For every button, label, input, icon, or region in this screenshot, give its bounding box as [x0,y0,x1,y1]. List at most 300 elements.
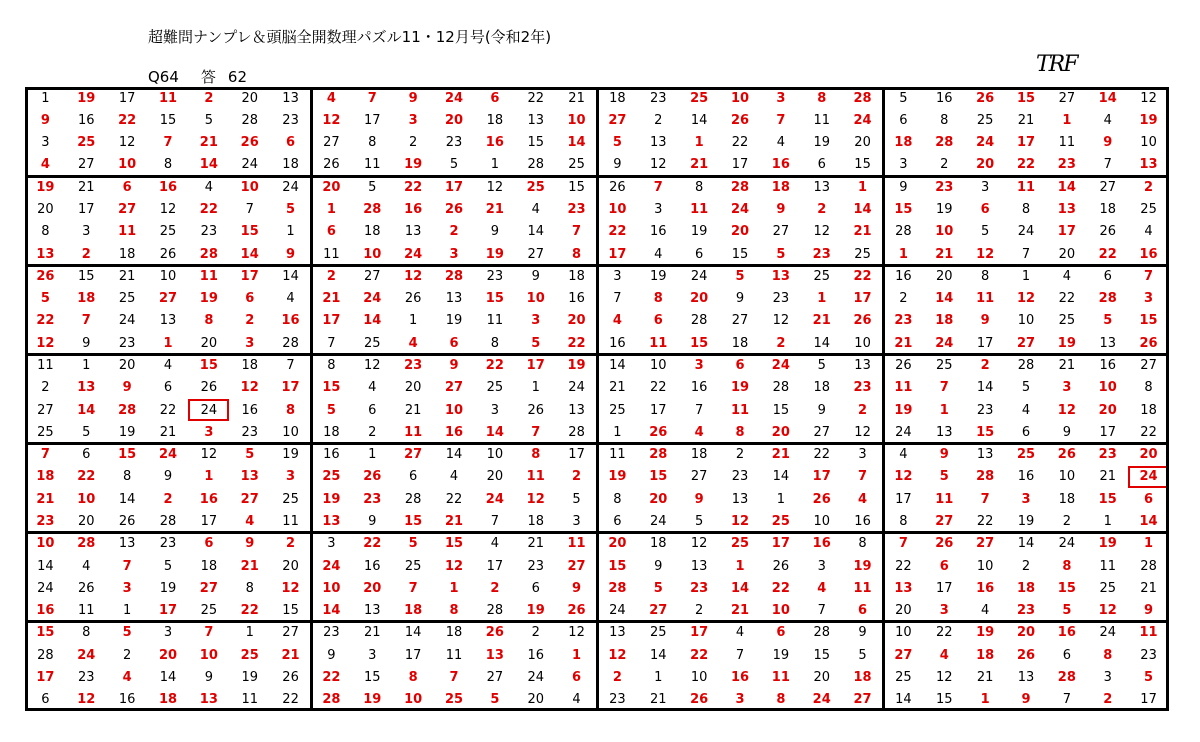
grid-cell: 16 [936,90,953,106]
grid-cell: 15 [322,380,341,396]
grid-cell: 5 [245,447,255,463]
grid-cell: 11 [649,335,668,351]
grid-cell: 17 [200,514,218,530]
grid-cell: 26 [976,90,995,106]
grid-cell: 27 [894,647,913,663]
grid-cell: 17 [486,558,504,574]
grid-cell: 13 [771,268,790,284]
grid-cell: 3 [817,558,826,574]
grid-cell: 14 [976,380,994,396]
grid-cell: 15 [854,157,871,173]
grid-cell: 8 [653,291,663,307]
grid-cell: 20 [730,224,750,240]
grid-cell: 10 [118,157,137,173]
grid-cell: 11 [445,647,463,663]
grid-cell: 26 [812,491,831,507]
grid-cell: 28 [772,380,790,396]
grid-cell: 23 [363,491,382,507]
grid-cell: 26 [404,291,422,307]
grid-cell: 19 [445,313,463,329]
grid-cell: 7 [531,424,541,440]
grid-cell: 12 [240,380,259,396]
grid-cell: 5 [694,514,704,530]
grid-cell: 16 [812,536,831,552]
grid-cell: 25 [690,90,709,106]
grid-cell: 9 [449,358,459,374]
grid-cell: 3 [572,514,581,530]
grid-cell: 24 [37,580,54,596]
grid-cell: 11 [567,536,586,552]
grid-cell: 19 [322,491,341,507]
grid-cell: 19 [567,358,586,374]
grid-cell: 18 [1140,402,1157,418]
grid-cell: 26 [1139,335,1158,351]
grid-cell: 24 [527,670,544,686]
grid-cell: 13 [650,135,667,151]
grid-cell: 4 [122,670,132,686]
grid-cell: 25 [486,380,504,396]
grid-cell: 20 [158,647,178,663]
grid-cell: 15 [118,447,137,463]
grid-cell: 7 [204,625,214,641]
grid-cell: 21 [650,692,667,708]
grid-cell: 6 [41,692,50,708]
grid-cell: 4 [939,647,949,663]
grid-cell: 20 [118,358,136,374]
grid-cell: 4 [490,536,499,552]
grid-cell: 24 [363,291,382,307]
grid-cell: 16 [895,268,912,284]
grid-cell: 25 [854,246,871,262]
grid-cell: 1 [817,291,827,307]
grid-cell: 15 [364,670,381,686]
grid-cell: 24 [935,335,954,351]
grid-cell: 11 [935,491,954,507]
grid-cell: 22 [1058,291,1076,307]
grid-cell: 22 [650,380,667,396]
grid-cell: 11 [282,514,299,530]
grid-cell: 23 [404,358,423,374]
grid-cell: 26 [772,558,790,574]
grid-cell: 5 [653,580,663,596]
grid-cell: 3 [531,313,541,329]
grid-cell: 4 [204,179,213,195]
grid-cell: 3 [776,90,786,106]
grid-cell: 26 [609,179,626,195]
grid-cell: 5 [326,402,336,418]
grid-cell: 25 [730,536,750,552]
grid-cell: 9 [817,402,826,418]
grid-cell: 24 [1099,625,1116,641]
grid-cell: 21 [730,603,750,619]
grid-cell: 24 [188,399,229,421]
grid-cell: 3 [858,447,867,463]
grid-cell: 11 [526,469,545,485]
grid-cell: 2 [204,90,214,106]
grid-cell: 4 [163,358,173,374]
grid-cell: 25 [771,514,790,530]
grid-cell: 20 [649,491,668,507]
grid-cell: 14 [690,112,708,128]
grid-cell: 17 [404,647,422,663]
grid-cell: 13 [690,558,708,574]
grid-cell: 19 [1057,335,1076,351]
answer-label: 答 [200,68,216,86]
grid-cell: 24 [77,647,96,663]
grid-cell: 20 [444,112,464,128]
grid-cell: 12 [813,224,830,240]
grid-cell: 19 [485,246,504,262]
grid-cell: 12 [568,625,585,641]
grid-cell: 17 [78,202,95,218]
grid-cell: 20 [690,291,709,307]
grid-cell: 25 [813,268,830,284]
grid-cell: 5 [1062,603,1072,619]
grid-cell: 8 [204,313,214,329]
block-border-vertical [596,87,599,711]
grid-cell: 27 [78,157,95,173]
grid-cell: 26 [118,514,136,530]
grid-cell: 11 [730,402,750,418]
grid-cell: 7 [1103,157,1112,173]
grid-cell: 1 [735,558,745,574]
grid-cell: 20 [976,157,995,173]
grid-cell: 11 [118,224,137,240]
grid-cell: 9 [327,647,336,663]
grid-cell: 11 [1139,625,1158,641]
grid-cell: 17 [608,246,627,262]
grid-cell: 2 [81,246,91,262]
grid-cell: 5 [449,157,459,173]
grid-cell: 6 [368,402,377,418]
grid-cell: 11 [78,603,95,619]
grid-cell: 17 [322,313,341,329]
grid-cell: 15 [936,692,953,708]
grid-cell: 25 [976,112,994,128]
grid-cell: 16 [404,202,423,218]
grid-cell: 28 [935,135,954,151]
grid-cell: 24 [282,179,299,195]
grid-cell: 5 [858,647,867,663]
grid-cell: 13 [77,380,96,396]
grid-cell: 4 [449,469,459,485]
grid-cell: 27 [118,202,137,218]
grid-cell: 9 [899,179,908,195]
grid-cell: 15 [649,469,668,485]
block-border-horizontal [25,620,1169,623]
grid-cell: 8 [899,514,908,530]
grid-cell: 3 [613,268,622,284]
grid-cell: 19 [894,402,913,418]
grid-cell: 18 [118,246,136,262]
grid-cell: 12 [364,358,381,374]
grid-cell: 18 [935,313,954,329]
grid-cell: 5 [776,246,786,262]
grid-cell: 20 [322,179,341,195]
grid-cell: 21 [976,670,994,686]
grid-cell: 7 [858,469,868,485]
grid-cell: 19 [650,268,667,284]
grid-cell: 8 [735,424,745,440]
grid-cell: 18 [77,291,96,307]
grid-cell: 21 [812,313,831,329]
grid-cell: 23 [445,135,463,151]
grid-cell: 16 [485,135,504,151]
grid-cell: 14 [567,135,586,151]
grid-cell: 8 [245,580,254,596]
grid-cell: 6 [326,224,336,240]
grid-cell: 28 [568,424,585,440]
grid-cell: 22 [282,692,299,708]
grid-cell: 1 [939,402,949,418]
grid-cell: 13 [936,424,953,440]
grid-cell: 4 [1021,402,1031,418]
grid-cell: 26 [444,202,464,218]
grid-cell: 10 [935,224,954,240]
grid-cell: 15 [404,514,423,530]
grid-cell: 18 [650,536,667,552]
grid-cell: 24 [118,313,136,329]
grid-cell: 12 [322,112,341,128]
grid-cell: 6 [449,335,459,351]
grid-cell: 22 [199,202,218,218]
handwritten-signature: TRF [1036,52,1077,77]
grid-cell: 22 [771,580,790,596]
grid-cell: 3 [735,692,745,708]
grid-cell: 6 [163,380,173,396]
grid-cell: 4 [82,558,91,574]
grid-cell: 8 [694,179,704,195]
grid-cell: 21 [527,536,544,552]
grid-cell: 21 [894,335,913,351]
grid-cell: 6 [694,246,704,262]
grid-cell: 9 [980,313,990,329]
grid-cell: 11 [323,246,340,262]
grid-cell: 27 [1140,358,1157,374]
grid-cell: 12 [526,491,545,507]
grid-cell: 22 [813,447,830,463]
grid-cell: 6 [858,603,868,619]
grid-cell: 8 [572,246,582,262]
grid-cell: 8 [1062,558,1072,574]
grid-cell: 4 [40,157,50,173]
grid-cell: 11 [894,380,913,396]
grid-cell: 26 [240,135,259,151]
grid-cell: 20 [567,313,586,329]
grid-cell: 11 [853,580,872,596]
grid-cell: 6 [122,179,132,195]
grid-cell: 15 [485,291,504,307]
grid-cell: 22 [1140,424,1157,440]
grid-cell: 27 [935,514,954,530]
grid-cell: 10 [77,491,96,507]
grid-cell: 1 [572,647,582,663]
grid-cell: 10 [36,536,55,552]
grid-cell: 26 [200,380,218,396]
grid-cell: 24 [609,603,626,619]
grid-cell: 28 [241,112,258,128]
grid-cell: 17 [1057,224,1076,240]
grid-cell: 16 [444,424,464,440]
grid-cell: 14 [240,246,259,262]
grid-cell: 9 [654,558,663,574]
grid-cell: 11 [813,112,830,128]
grid-cell: 10 [1140,135,1157,151]
grid-cell: 18 [36,469,55,485]
grid-cell: 5 [899,90,908,106]
grid-cell: 6 [286,135,296,151]
grid-cell: 21 [1017,112,1035,128]
grid-cell: 15 [1016,90,1036,106]
grid-cell: 13 [813,179,830,195]
grid-cell: 24 [158,447,178,463]
grid-cell: 21 [404,402,422,418]
grid-cell: 1 [1062,112,1072,128]
grid-cell: 2 [41,380,50,396]
grid-cell: 13 [404,224,422,240]
grid-cell: 27 [37,402,54,418]
grid-cell: 11 [690,202,709,218]
grid-cell: 7 [163,135,173,151]
grid-cell: 22 [895,558,912,574]
grid-cell: 9 [82,335,91,351]
grid-cell: 4 [817,580,827,596]
number-place-grid [25,87,1169,711]
grid-cell: 5 [531,335,541,351]
grid-cell: 3 [490,402,499,418]
grid-cell: 4 [408,335,418,351]
grid-cell: 17 [444,179,464,195]
grid-cell: 3 [1103,670,1112,686]
grid-cell: 9 [286,246,296,262]
grid-cell: 1 [368,447,377,463]
grid-cell: 20 [37,202,54,218]
grid-cell: 6 [245,291,255,307]
grid-cell: 2 [408,135,418,151]
grid-cell: 8 [490,335,499,351]
grid-cell: 3 [82,224,91,240]
grid-cell: 10 [404,692,423,708]
grid-cell: 9 [204,670,213,686]
grid-cell: 23 [282,112,299,128]
grid-cell: 1 [776,491,785,507]
grid-cell: 15 [772,402,790,418]
grid-cell: 7 [776,112,786,128]
grid-cell: 4 [368,380,377,396]
grid-cell: 9 [939,447,949,463]
block-border-vertical [25,87,28,711]
grid-cell: 13 [609,625,626,641]
grid-cell: 19 [404,157,423,173]
grid-cell: 18 [364,224,381,240]
grid-cell: 8 [41,224,50,240]
grid-cell: 16 [1099,358,1116,374]
grid-cell: 10 [282,424,299,440]
grid-cell: 16 [650,224,667,240]
grid-cell: 19 [159,580,177,596]
grid-cell: 28 [813,625,830,641]
grid-cell: 5 [122,625,132,641]
grid-cell: 17 [650,402,667,418]
grid-cell: 6 [1144,491,1154,507]
grid-cell: 27 [649,603,668,619]
grid-cell: 26 [527,402,544,418]
grid-cell: 9 [122,380,132,396]
grid-cell: 16 [527,647,544,663]
grid-cell: 14 [77,402,96,418]
grid-cell: 10 [1058,469,1076,485]
grid-cell: 10 [240,179,259,195]
grid-cell: 20 [363,580,382,596]
grid-cell: 1 [449,580,459,596]
grid-cell: 28 [853,90,872,106]
grid-cell: 15 [78,268,95,284]
grid-cell: 16 [771,157,790,173]
grid-cell: 2 [286,536,296,552]
grid-cell: 24 [322,558,341,574]
grid-cell: 11 [1016,179,1036,195]
grid-cell: 17 [281,380,300,396]
grid-cell: 19 [730,380,750,396]
grid-cell: 28 [527,157,544,173]
grid-cell: 5 [204,112,213,128]
grid-cell: 25 [526,179,545,195]
grid-cell: 12 [1057,402,1076,418]
grid-cell: 11 [158,90,178,106]
grid-cell: 12 [1140,90,1157,106]
grid-cell: 23 [1140,647,1157,663]
grid-cell: 8 [817,90,827,106]
grid-cell: 24 [1017,224,1035,240]
grid-cell: 18 [323,424,340,440]
grid-cell: 12 [976,246,995,262]
grid-cell: 19 [241,670,258,686]
grid-cell: 25 [444,692,464,708]
grid-cell: 2 [490,580,500,596]
grid-cell: 7 [898,536,908,552]
grid-cell: 25 [1016,447,1036,463]
grid-cell: 19 [853,558,872,574]
grid-cell: 16 [281,313,300,329]
grid-cell: 14 [895,692,912,708]
grid-cell: 3 [368,647,377,663]
grid-cell: 23 [976,402,994,418]
grid-cell: 17 [771,536,790,552]
grid-cell: 20 [200,335,218,351]
grid-cell: 25 [895,670,912,686]
grid-cell: 7 [122,558,132,574]
grid-cell: 9 [735,291,745,307]
grid-cell: 18 [976,647,995,663]
grid-cell: 22 [1098,246,1117,262]
grid-cell: 25 [936,358,953,374]
grid-cell: 15 [568,179,585,195]
grid-cell: 21 [364,625,381,641]
grid-cell: 13 [894,580,913,596]
grid-cell: 27 [158,291,178,307]
grid-cell: 23 [36,514,55,530]
grid-cell: 25 [568,157,585,173]
grid-cell: 4 [245,514,255,530]
grid-cell: 12 [650,157,667,173]
grid-cell: 26 [363,469,382,485]
grid-cell: 11 [1099,558,1116,574]
grid-cell: 12 [936,670,953,686]
grid-cell: 7 [408,580,418,596]
grid-cell: 23 [1057,157,1076,173]
grid-cell: 7 [817,603,826,619]
grid-cell: 27 [1099,179,1116,195]
